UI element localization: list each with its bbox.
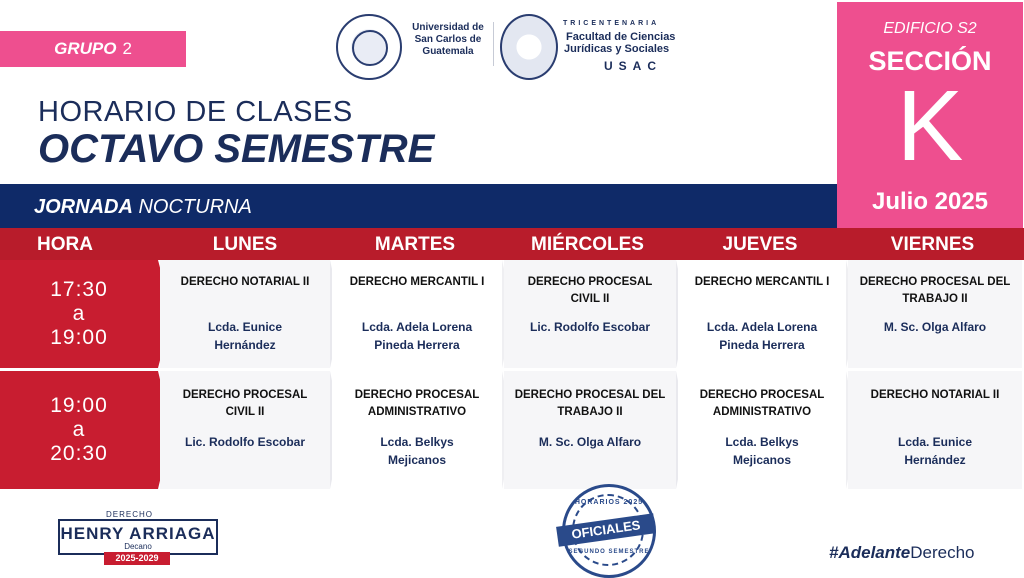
hour-block (0, 260, 158, 368)
hashtag (829, 543, 975, 563)
professor-name: Lcda. Belkys Mejicanos (725, 435, 799, 467)
course-name: DERECHO MERCANTIL I (349, 276, 485, 288)
header-row (0, 228, 1024, 260)
dean-badge (46, 510, 218, 568)
jornada-rest: NOCTURNA (138, 196, 252, 218)
faculty-usac: USAC (604, 59, 663, 73)
header-martes: MARTES (374, 234, 456, 255)
hour-block (0, 371, 158, 489)
stamp-top-text: HORARIOS 2025 (574, 499, 644, 506)
professor-name: Lic. Rodolfo Escobar (184, 435, 305, 449)
stamp-bottom-text: SEGUNDO SEMESTRE (568, 549, 650, 555)
schedule-cell (504, 371, 676, 489)
course-name: DERECHO MERCANTIL I (694, 276, 830, 288)
hour-end: 19:00 (50, 326, 108, 349)
stamp-band: OFICIALES (556, 513, 656, 546)
dean-name: HENRY ARRIAGA (60, 524, 216, 543)
hashtag-rest: Derecho (910, 543, 975, 562)
jornada-label (34, 196, 252, 219)
building-label: EDIFICIO S2 (883, 20, 977, 37)
professor-name: Lcda. Adela Lorena Pineda Herrera (361, 320, 473, 352)
hour-start: 17:30 (50, 278, 108, 301)
section-label: SECCIÓN (868, 46, 992, 76)
dean-top-label: DERECHO (106, 510, 154, 519)
usac-name: Universidad de San Carlos de Guatemala (412, 22, 484, 57)
faculty-tricentenaria: TRICENTENARIA (563, 20, 660, 27)
semester-title: OCTAVO SEMESTRE (38, 127, 435, 171)
group-tag (0, 31, 186, 67)
course-name: DERECHO PROCESAL ADMINISTRATIVO (354, 389, 480, 418)
dean-years: 2025-2029 (104, 552, 170, 565)
schedule-cell (332, 371, 502, 489)
schedule-cell (160, 260, 330, 368)
faculty-seal-logo (500, 14, 558, 80)
section-letter: K (896, 70, 964, 182)
hour-sep: a (72, 418, 86, 441)
header-jueves: JUEVES (722, 234, 798, 255)
header-viernes: VIERNES (890, 234, 975, 255)
course-name: DERECHO PROCESAL DEL TRABAJO II (514, 389, 666, 418)
jornada-bar (0, 184, 837, 228)
group-number: 2 (122, 39, 132, 58)
professor-name: M. Sc. Olga Alfaro (883, 320, 987, 334)
schedule-cell (848, 371, 1022, 489)
schedule-cell (848, 260, 1022, 368)
header-lunes: LUNES (212, 234, 278, 255)
group-label: GRUPO (54, 39, 117, 58)
usac-seal-logo (336, 14, 402, 80)
logo-divider (493, 22, 494, 66)
professor-name: Lcda. Adela Lorena Pineda Herrera (706, 320, 818, 352)
professor-name: M. Sc. Olga Alfaro (538, 435, 642, 449)
professor-name: Lic. Rodolfo Escobar (529, 320, 650, 334)
jornada-bold: JORNADA (34, 196, 133, 218)
header-hora: HORA (37, 234, 93, 255)
schedule-cell (504, 260, 676, 368)
section-box (837, 2, 1023, 228)
course-name: DERECHO NOTARIAL II (180, 276, 310, 288)
course-name: DERECHO PROCESAL CIVIL II (182, 389, 308, 418)
professor-name: Lcda. Eunice Hernández (897, 435, 973, 467)
dean-role: Decano (124, 542, 152, 551)
schedule-cell (678, 371, 846, 489)
faculty-name-line1: Facultad de Ciencias (566, 31, 676, 43)
hour-sep: a (72, 302, 86, 325)
course-name: DERECHO NOTARIAL II (870, 389, 1000, 401)
hashtag-bold: #Adelante (829, 543, 911, 562)
faculty-name-line2: Jurídicas y Sociales (564, 43, 670, 55)
course-name: DERECHO PROCESAL CIVIL II (527, 276, 653, 305)
official-stamp (562, 484, 656, 578)
hour-start: 19:00 (50, 394, 108, 417)
professor-name: Lcda. Belkys Mejicanos (380, 435, 454, 467)
schedule-cell (160, 371, 330, 489)
schedule-title: HORARIO DE CLASES (38, 96, 353, 128)
dean-box (58, 519, 218, 555)
professor-name: Lcda. Eunice Hernández (207, 320, 283, 352)
course-name: DERECHO PROCESAL DEL TRABAJO II (859, 276, 1011, 305)
month-label: Julio 2025 (871, 188, 989, 215)
course-name: DERECHO PROCESAL ADMINISTRATIVO (699, 389, 825, 418)
schedule-cell (332, 260, 502, 368)
schedule-cell (678, 260, 846, 368)
hour-end: 20:30 (50, 442, 108, 465)
header-miercoles: MIÉRCOLES (531, 234, 644, 255)
